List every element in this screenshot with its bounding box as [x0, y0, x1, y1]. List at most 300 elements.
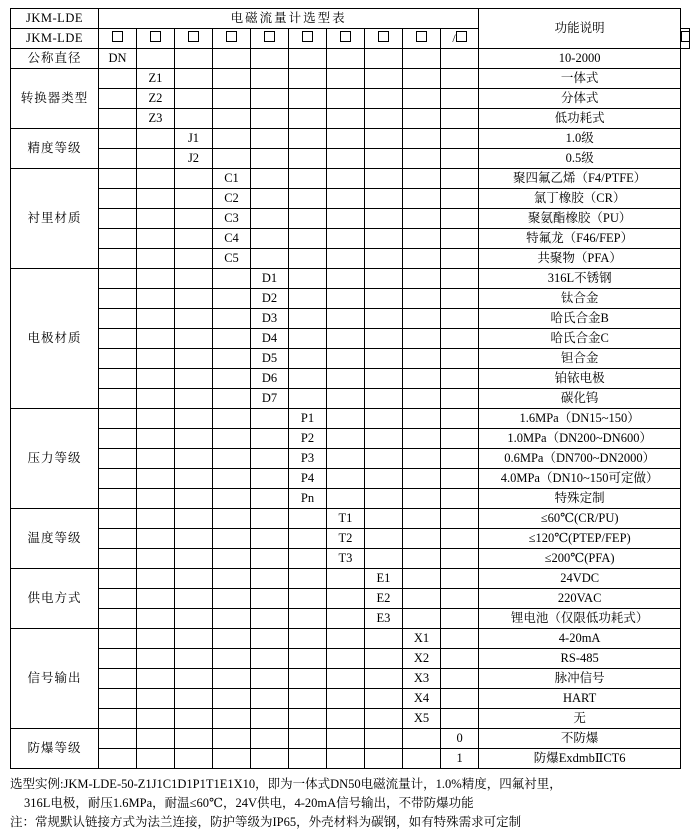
- description-cell: ≤120℃(PTEP/FEP): [479, 529, 681, 549]
- code-box-8: [365, 29, 403, 49]
- description-cell: 钽合金: [479, 349, 681, 369]
- empty-cell: [441, 49, 479, 69]
- code-cell: T3: [327, 549, 365, 569]
- empty-cell: [365, 749, 403, 769]
- empty-cell: [289, 649, 327, 669]
- empty-cell: [137, 409, 175, 429]
- code-cell: E3: [365, 609, 403, 629]
- empty-cell: [137, 609, 175, 629]
- empty-cell: [251, 549, 289, 569]
- empty-cell: [327, 249, 365, 269]
- table-row: [11, 289, 690, 309]
- description-cell: 脉冲信号: [479, 669, 681, 689]
- empty-cell: [99, 529, 137, 549]
- empty-cell: [289, 389, 327, 409]
- empty-cell: [327, 229, 365, 249]
- empty-cell: [137, 669, 175, 689]
- empty-cell: [365, 529, 403, 549]
- empty-cell: [137, 129, 175, 149]
- code-cell: T1: [327, 509, 365, 529]
- empty-cell: [251, 209, 289, 229]
- description-cell: ≤60℃(CR/PU): [479, 509, 681, 529]
- empty-cell: [175, 229, 213, 249]
- description-cell: 4-20mA: [479, 629, 681, 649]
- empty-cell: [213, 349, 251, 369]
- table-row: [11, 329, 690, 349]
- empty-cell: [213, 309, 251, 329]
- empty-cell: [441, 529, 479, 549]
- empty-cell: [251, 649, 289, 669]
- table-row: [11, 389, 690, 409]
- table-row: [11, 209, 690, 229]
- selection-table-body: [11, 9, 690, 769]
- empty-cell: [327, 629, 365, 649]
- description-cell: 特氟龙（F46/FEP）: [479, 229, 681, 249]
- empty-cell: [137, 549, 175, 569]
- empty-cell: [289, 509, 327, 529]
- table-header-row: [11, 9, 690, 29]
- empty-cell: [175, 429, 213, 449]
- empty-cell: [99, 409, 137, 429]
- empty-cell: [213, 529, 251, 549]
- code-box-3: [175, 29, 213, 49]
- category-cell-4: 电极材质: [11, 269, 99, 409]
- table-row: [11, 49, 690, 69]
- empty-cell: [175, 69, 213, 89]
- empty-cell: [365, 549, 403, 569]
- empty-cell: [99, 489, 137, 509]
- empty-cell: [137, 269, 175, 289]
- empty-cell: [99, 669, 137, 689]
- empty-cell: [441, 89, 479, 109]
- empty-cell: [175, 569, 213, 589]
- empty-cell: [213, 329, 251, 349]
- empty-cell: [327, 729, 365, 749]
- empty-cell: [365, 329, 403, 349]
- empty-cell: [213, 429, 251, 449]
- empty-cell: [441, 249, 479, 269]
- empty-cell: [175, 749, 213, 769]
- checkbox-glyph: [681, 31, 689, 42]
- empty-cell: [365, 729, 403, 749]
- empty-cell: [99, 469, 137, 489]
- empty-cell: [327, 129, 365, 149]
- empty-cell: [289, 209, 327, 229]
- empty-cell: [99, 389, 137, 409]
- code-cell: Z1: [137, 69, 175, 89]
- empty-cell: [327, 149, 365, 169]
- empty-cell: [137, 469, 175, 489]
- empty-cell: [99, 689, 137, 709]
- empty-cell: [289, 249, 327, 269]
- code-cell: Z3: [137, 109, 175, 129]
- empty-cell: [365, 209, 403, 229]
- empty-cell: [99, 149, 137, 169]
- code-cell: D6: [251, 369, 289, 389]
- empty-cell: [365, 509, 403, 529]
- empty-cell: [327, 489, 365, 509]
- empty-cell: [289, 169, 327, 189]
- empty-cell: [251, 529, 289, 549]
- empty-cell: [441, 289, 479, 309]
- description-cell: 锂电池（仅限低功耗式）: [479, 609, 681, 629]
- empty-cell: [365, 49, 403, 69]
- code-box-11: [681, 29, 690, 49]
- empty-cell: [403, 489, 441, 509]
- note-line-1: 选型实例:JKM-LDE-50-Z1J1C1D1P1T1E1X10，即为一体式DN50电磁流量计，1.0%精度，四氟衬里，: [10, 775, 690, 794]
- empty-cell: [213, 469, 251, 489]
- empty-cell: [403, 149, 441, 169]
- empty-cell: [99, 569, 137, 589]
- description-cell: 220VAC: [479, 589, 681, 609]
- empty-cell: [441, 409, 479, 429]
- empty-cell: [137, 629, 175, 649]
- empty-cell: [99, 709, 137, 729]
- empty-cell: [137, 709, 175, 729]
- empty-cell: [365, 89, 403, 109]
- description-cell: 一体式: [479, 69, 681, 89]
- empty-cell: [137, 289, 175, 309]
- empty-cell: [99, 169, 137, 189]
- empty-cell: [327, 609, 365, 629]
- description-cell: 1.0MPa（DN200~DN600）: [479, 429, 681, 449]
- empty-cell: [289, 289, 327, 309]
- code-cell: J1: [175, 129, 213, 149]
- empty-cell: [441, 229, 479, 249]
- function-description-header: 功能说明: [479, 9, 681, 49]
- empty-cell: [403, 229, 441, 249]
- table-row: [11, 109, 690, 129]
- empty-cell: [289, 569, 327, 589]
- table-row: [11, 629, 690, 649]
- empty-cell: [137, 509, 175, 529]
- empty-cell: [175, 409, 213, 429]
- empty-cell: [213, 709, 251, 729]
- empty-cell: [175, 169, 213, 189]
- table-row: [11, 469, 690, 489]
- empty-cell: [403, 189, 441, 209]
- empty-cell: [99, 109, 137, 129]
- empty-cell: [137, 149, 175, 169]
- empty-cell: [137, 189, 175, 209]
- empty-cell: [99, 629, 137, 649]
- empty-cell: [213, 569, 251, 589]
- empty-cell: [441, 369, 479, 389]
- empty-cell: [365, 629, 403, 649]
- empty-cell: [137, 349, 175, 369]
- empty-cell: [327, 669, 365, 689]
- empty-cell: [137, 589, 175, 609]
- empty-cell: [137, 209, 175, 229]
- description-cell: 铂铱电极: [479, 369, 681, 389]
- code-cell: P2: [289, 429, 327, 449]
- category-cell-2: 精度等级: [11, 129, 99, 169]
- empty-cell: [99, 309, 137, 329]
- code-cell: E1: [365, 569, 403, 589]
- empty-cell: [175, 189, 213, 209]
- table-row: [11, 409, 690, 429]
- checkbox-glyph: [340, 31, 351, 42]
- empty-cell: [289, 349, 327, 369]
- empty-cell: [441, 69, 479, 89]
- empty-cell: [289, 709, 327, 729]
- empty-cell: [99, 369, 137, 389]
- empty-cell: [175, 529, 213, 549]
- empty-cell: [289, 149, 327, 169]
- empty-cell: [99, 269, 137, 289]
- checkbox-glyph: [112, 31, 123, 42]
- checkbox-glyph: [188, 31, 199, 42]
- table-row: [11, 309, 690, 329]
- empty-cell: [441, 269, 479, 289]
- code-cell: D3: [251, 309, 289, 329]
- empty-cell: [441, 189, 479, 209]
- empty-cell: [403, 49, 441, 69]
- checkbox-glyph: [150, 31, 161, 42]
- table-row: [11, 709, 690, 729]
- empty-cell: [175, 709, 213, 729]
- empty-cell: [213, 549, 251, 569]
- empty-cell: [99, 289, 137, 309]
- table-row: [11, 69, 690, 89]
- empty-cell: [175, 109, 213, 129]
- empty-cell: [403, 169, 441, 189]
- empty-cell: [441, 429, 479, 449]
- table-row: [11, 269, 690, 289]
- model-code-cell: JKM-LDE: [11, 9, 99, 29]
- empty-cell: [251, 609, 289, 629]
- empty-cell: [327, 689, 365, 709]
- empty-cell: [99, 589, 137, 609]
- empty-cell: [175, 489, 213, 509]
- empty-cell: [213, 409, 251, 429]
- empty-cell: [99, 749, 137, 769]
- empty-cell: [251, 189, 289, 209]
- empty-cell: [99, 329, 137, 349]
- empty-cell: [251, 49, 289, 69]
- code-cell: D4: [251, 329, 289, 349]
- table-row: [11, 609, 690, 629]
- empty-cell: [403, 609, 441, 629]
- empty-cell: [175, 249, 213, 269]
- empty-cell: [289, 89, 327, 109]
- code-cell: T2: [327, 529, 365, 549]
- empty-cell: [289, 669, 327, 689]
- empty-cell: [403, 529, 441, 549]
- description-cell: 特殊定制: [479, 489, 681, 509]
- code-cell: C3: [213, 209, 251, 229]
- category-cell-6: 温度等级: [11, 509, 99, 569]
- empty-cell: [213, 509, 251, 529]
- empty-cell: [289, 629, 327, 649]
- empty-cell: [251, 409, 289, 429]
- empty-cell: [175, 469, 213, 489]
- note-line-2: 316L电极，耐压1.6MPa，耐温≤60℃，24V供电，4-20mA信号输出，不带防爆功能: [10, 794, 690, 813]
- code-cell: Pn: [289, 489, 327, 509]
- empty-cell: [441, 609, 479, 629]
- empty-cell: [175, 309, 213, 329]
- selection-table: [10, 8, 690, 769]
- empty-cell: [289, 129, 327, 149]
- empty-cell: [441, 509, 479, 529]
- empty-cell: [365, 109, 403, 129]
- empty-cell: [213, 449, 251, 469]
- empty-cell: [175, 89, 213, 109]
- empty-cell: [289, 109, 327, 129]
- note-line-3: 注：常规默认链接方式为法兰连接，防护等级为IP65，外壳材料为碳钢，如有特殊需求可定制: [10, 813, 690, 831]
- code-cell: P1: [289, 409, 327, 429]
- table-row: [11, 369, 690, 389]
- description-cell: 无: [479, 709, 681, 729]
- empty-cell: [441, 689, 479, 709]
- empty-cell: [327, 389, 365, 409]
- code-cell: C5: [213, 249, 251, 269]
- code-box-1: [99, 29, 137, 49]
- empty-cell: [365, 69, 403, 89]
- code-cell: D2: [251, 289, 289, 309]
- empty-cell: [327, 49, 365, 69]
- category-cell-0: 公称直径: [11, 49, 99, 69]
- empty-cell: [251, 709, 289, 729]
- empty-cell: [213, 369, 251, 389]
- empty-cell: [213, 609, 251, 629]
- empty-cell: [251, 109, 289, 129]
- empty-cell: [403, 409, 441, 429]
- empty-cell: [251, 449, 289, 469]
- empty-cell: [251, 229, 289, 249]
- code-cell: X4: [403, 689, 441, 709]
- empty-cell: [99, 349, 137, 369]
- empty-cell: [213, 589, 251, 609]
- empty-cell: [175, 729, 213, 749]
- empty-cell: [175, 369, 213, 389]
- empty-cell: [441, 349, 479, 369]
- description-cell: 钛合金: [479, 289, 681, 309]
- code-cell: J2: [175, 149, 213, 169]
- model-label-cell: JKM-LDE: [11, 29, 99, 49]
- empty-cell: [213, 629, 251, 649]
- empty-cell: [213, 649, 251, 669]
- table-row: [11, 129, 690, 149]
- empty-cell: [403, 449, 441, 469]
- empty-cell: [289, 589, 327, 609]
- code-box-4: [213, 29, 251, 49]
- empty-cell: [403, 129, 441, 149]
- empty-cell: [403, 369, 441, 389]
- checkbox-glyph: [226, 31, 237, 42]
- code-box-5: [251, 29, 289, 49]
- empty-cell: [327, 649, 365, 669]
- empty-cell: [365, 389, 403, 409]
- empty-cell: [137, 249, 175, 269]
- empty-cell: [99, 249, 137, 269]
- description-cell: ≤200℃(PFA): [479, 549, 681, 569]
- code-cell: X2: [403, 649, 441, 669]
- description-cell: 防爆ExdmbⅡCT6: [479, 749, 681, 769]
- empty-cell: [327, 429, 365, 449]
- empty-cell: [137, 429, 175, 449]
- description-cell: 0.5级: [479, 149, 681, 169]
- empty-cell: [441, 469, 479, 489]
- empty-cell: [441, 589, 479, 609]
- table-row: [11, 149, 690, 169]
- empty-cell: [251, 749, 289, 769]
- table-row: [11, 349, 690, 369]
- empty-cell: [213, 749, 251, 769]
- empty-cell: [327, 89, 365, 109]
- empty-cell: [99, 69, 137, 89]
- empty-cell: [137, 749, 175, 769]
- empty-cell: [441, 629, 479, 649]
- empty-cell: [175, 449, 213, 469]
- empty-cell: [175, 589, 213, 609]
- empty-cell: [327, 209, 365, 229]
- empty-cell: [403, 349, 441, 369]
- empty-cell: [175, 329, 213, 349]
- empty-cell: [327, 469, 365, 489]
- checkbox-glyph: [264, 31, 275, 42]
- empty-cell: [403, 289, 441, 309]
- empty-cell: [327, 309, 365, 329]
- empty-cell: [99, 129, 137, 149]
- empty-cell: [213, 49, 251, 69]
- empty-cell: [251, 569, 289, 589]
- empty-cell: [289, 729, 327, 749]
- code-cell: 1: [441, 749, 479, 769]
- code-cell: C1: [213, 169, 251, 189]
- empty-cell: [251, 729, 289, 749]
- empty-cell: [403, 389, 441, 409]
- checkbox-glyph: [378, 31, 389, 42]
- empty-cell: [289, 369, 327, 389]
- empty-cell: [403, 109, 441, 129]
- code-cell: C4: [213, 229, 251, 249]
- empty-cell: [213, 129, 251, 149]
- empty-cell: [289, 549, 327, 569]
- empty-cell: [441, 309, 479, 329]
- empty-cell: [403, 549, 441, 569]
- table-row: [11, 509, 690, 529]
- empty-cell: [403, 69, 441, 89]
- checkbox-glyph: [302, 31, 313, 42]
- empty-cell: [327, 289, 365, 309]
- empty-cell: [441, 649, 479, 669]
- code-cell: C2: [213, 189, 251, 209]
- empty-cell: [175, 209, 213, 229]
- empty-cell: [403, 309, 441, 329]
- code-cell: X3: [403, 669, 441, 689]
- empty-cell: [175, 549, 213, 569]
- empty-cell: [175, 349, 213, 369]
- empty-cell: [137, 369, 175, 389]
- description-cell: 聚氨酯橡胶（PU）: [479, 209, 681, 229]
- empty-cell: [137, 169, 175, 189]
- empty-cell: [137, 729, 175, 749]
- description-cell: 24VDC: [479, 569, 681, 589]
- empty-cell: [175, 689, 213, 709]
- empty-cell: [327, 569, 365, 589]
- empty-cell: [137, 449, 175, 469]
- empty-cell: [213, 689, 251, 709]
- empty-cell: [213, 109, 251, 129]
- empty-cell: [441, 209, 479, 229]
- empty-cell: [441, 129, 479, 149]
- table-row: [11, 229, 690, 249]
- empty-cell: [289, 69, 327, 89]
- category-cell-5: 压力等级: [11, 409, 99, 509]
- empty-cell: [365, 149, 403, 169]
- description-cell: 哈氏合金C: [479, 329, 681, 349]
